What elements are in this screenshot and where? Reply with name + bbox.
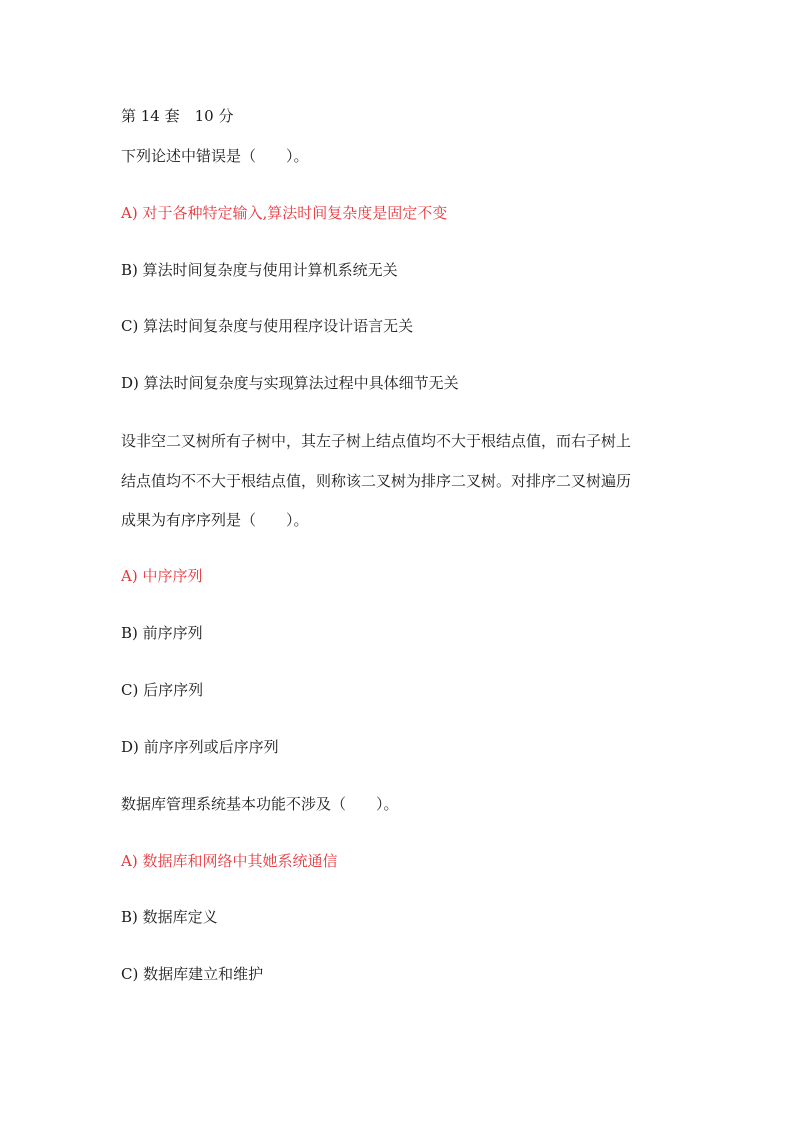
question-3-option-a: A) 数据库和网络中其她系统通信 xyxy=(121,852,338,870)
question-2-option-d: D) 前序序列或后序序列 xyxy=(121,738,279,756)
question-2-option-c: C) 后序序列 xyxy=(121,681,204,699)
score-label: 10 分 xyxy=(194,107,234,125)
question-2-option-b: B) 前序序列 xyxy=(121,624,203,642)
question-2-option-a: A) 中序序列 xyxy=(121,567,203,585)
question-2-stem-line-3: 成果为有序序列是（ ）。 xyxy=(121,511,309,529)
question-3-option-c: C) 数据库建立和维护 xyxy=(121,965,264,983)
question-2-stem-line-2: 结点值均不不大于根结点值，则称该二叉树为排序二叉树。对排序二叉树遍历 xyxy=(121,472,632,490)
set-header xyxy=(121,106,234,126)
question-3-stem: 数据库管理系统基本功能不涉及（ ）。 xyxy=(121,795,399,813)
question-1-option-a: A) 对于各种特定输入,算法时间复杂度是固定不变 xyxy=(121,204,448,222)
question-1-option-d: D) 算法时间复杂度与实现算法过程中具体细节无关 xyxy=(121,374,459,392)
set-label: 第 14 套 xyxy=(121,107,180,125)
question-1-option-b: B) 算法时间复杂度与使用计算机系统无关 xyxy=(121,261,398,279)
question-1-stem: 下列论述中错误是（ ）。 xyxy=(121,147,309,165)
question-1-option-c: C) 算法时间复杂度与使用程序设计语言无关 xyxy=(121,317,414,335)
question-3-option-b: B) 数据库定义 xyxy=(121,908,218,926)
question-2-stem-line-1: 设非空二叉树所有子树中，其左子树上结点值均不大于根结点值，而右子树上 xyxy=(121,432,632,450)
